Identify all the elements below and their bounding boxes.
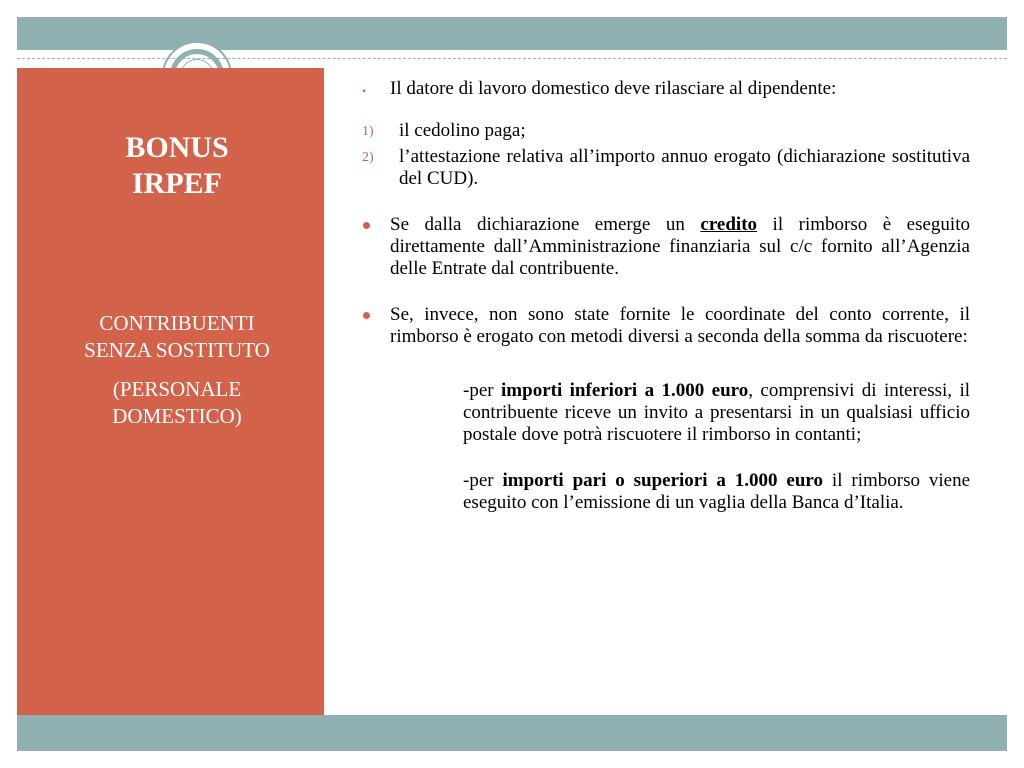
bullet-item-3 <box>362 304 970 348</box>
bullet-dot-icon: • <box>362 84 367 98</box>
slide-title <box>17 130 337 202</box>
list-number-2: 2) <box>362 150 374 165</box>
bullet-item-1 <box>362 78 970 100</box>
slide-subtitle <box>17 310 337 442</box>
bullet-text-2-pre: Se dalla dichiarazione emerge un <box>390 214 701 235</box>
title-line-1: BONUS <box>125 131 229 164</box>
subtitle-line-1: CONTRIBUENTI <box>99 311 255 335</box>
sub-text-1-bold: importi inferiori a 1.000 euro <box>501 380 749 401</box>
sub-text-1-pre: -per <box>463 380 502 401</box>
subtitle-group-2 <box>17 376 337 430</box>
sub-text-1-post: , comprensivi di interessi, il contribuente riceve un invito a presentarsi in un qualsiasi ufficio postale dove potrà riscuotere il rimborso in contanti; <box>463 380 971 445</box>
content-body <box>362 78 970 514</box>
sub-text-2-post: il rimborso viene eseguito con l’emissione di un vaglia della Banca d’Italia. <box>463 470 971 513</box>
bottom-band <box>17 715 1007 751</box>
list-item-1 <box>362 120 970 142</box>
sub-item-1 <box>362 380 970 446</box>
bullet-text-3: Se, invece, non sono state fornite le coordinate del conto corrente, il rimborso è erogato con metodi diversi a seconda della somma da riscuotere: <box>390 304 970 347</box>
sub-text-2-bold: importi pari o superiori a 1.000 euro <box>502 470 824 491</box>
subtitle-group-1 <box>17 310 337 364</box>
sub-item-2 <box>362 470 970 514</box>
bullet-dot-icon <box>363 222 370 229</box>
subtitle-line-3: (PERSONALE <box>112 377 242 401</box>
dashed-divider <box>17 58 1007 59</box>
sub-text-2-pre: -per <box>463 470 503 491</box>
list-text-2: l’attestazione relativa all’importo annuo erogato (dichiarazione sostitutiva del CUD). <box>399 146 970 189</box>
bullet-text-2-post: il rimborso è eseguito direttamente dall’Amministrazione finanziaria sul c/c fornito all’Agenzia delle Entrate dal contribuente. <box>390 214 970 279</box>
bullet-dot-icon <box>363 312 370 319</box>
list-item-2 <box>362 146 970 190</box>
bullet-text-1: Il datore di lavoro domestico deve rilasciare al dipendente: <box>390 78 837 99</box>
top-band <box>17 17 1007 50</box>
subtitle-line-2: SENZA SOSTITUTO <box>84 338 270 362</box>
subtitle-line-4: DOMESTICO) <box>112 404 242 428</box>
list-text-1: il cedolino paga; <box>399 120 526 141</box>
title-line-2: IRPEF <box>132 167 222 200</box>
list-number-1: 1) <box>362 124 374 139</box>
bullet-item-2 <box>362 214 970 280</box>
bullet-text-2-bold: credito <box>700 214 758 235</box>
